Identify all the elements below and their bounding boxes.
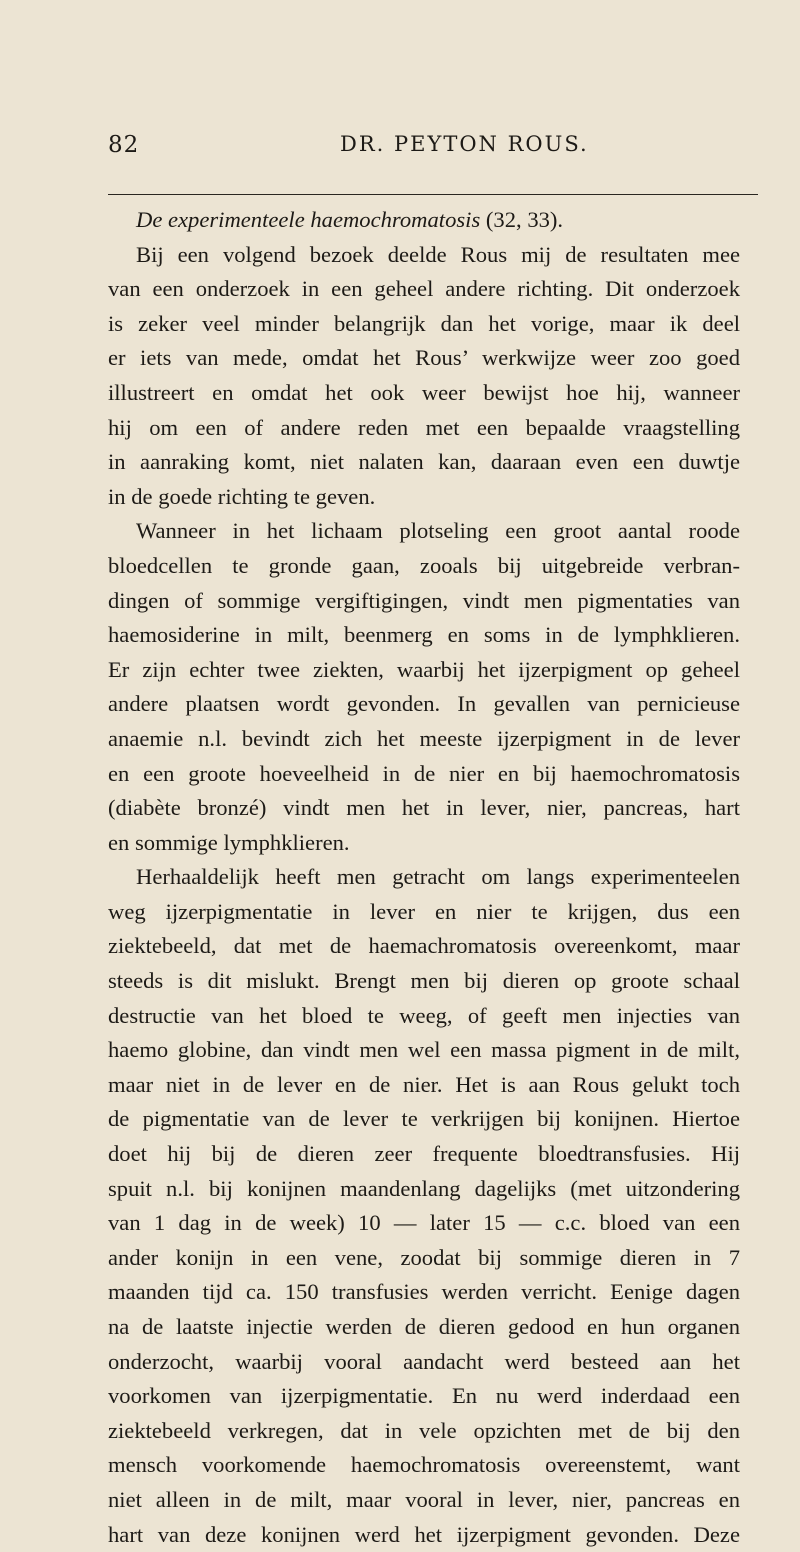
text-line: destructie van het bloed te weeg, of geeft men injecties van: [108, 1002, 740, 1028]
text-line: hart van deze konijnen werd het ijzerpigment gevonden. Deze: [108, 1521, 740, 1547]
text-line: spuit n.l. bij konijnen maandenlang dagelijks (met uitzondering: [108, 1175, 740, 1201]
text-line: dingen of sommige vergiftigingen, vindt men pigmentaties van: [108, 587, 740, 613]
text-line: onderzocht, waarbij vooral aandacht werd besteed aan het: [108, 1348, 740, 1374]
text-line: Wanneer in het lichaam plotseling een groot aantal roode: [136, 518, 740, 544]
text-line: in aanraking komt, niet nalaten kan, daaraan even een duwtje: [108, 449, 740, 475]
text-line: niet alleen in de milt, maar vooral in lever, nier, pancreas en: [108, 1486, 740, 1512]
text-line: ziektebeeld verkregen, dat in vele opzichten met de bij den: [108, 1417, 740, 1443]
text-line: Herhaaldelijk heeft men getracht om langs experimenteelen: [136, 864, 740, 890]
text-line: van een onderzoek in een geheel andere richting. Dit onderzoek: [108, 276, 740, 302]
text-line: andere plaatsen wordt gevonden. In gevallen van pernicieuse: [108, 691, 740, 717]
text-line: de pigmentatie van de lever te verkrijgen bij konijnen. Hiertoe: [108, 1106, 740, 1132]
text-line: mensch voorkomende haemochromatosis overeenstemt, want: [108, 1452, 740, 1478]
text-line: illustreert en omdat het ook weer bewijst hoe hij, wanneer: [108, 379, 740, 405]
text-line: is zeker veel minder belangrijk dan het vorige, maar ik deel: [108, 310, 740, 336]
page-number: 82: [108, 132, 140, 158]
text-line: na de laatste injectie werden de dieren gedood en hun organen: [108, 1314, 740, 1339]
running-head: DR. PEYTON ROUS.: [340, 132, 589, 156]
text-line: van 1 dag in de week) 10 — later 15 — c.c. bloed van een: [108, 1210, 740, 1236]
text-line: weg ijzerpigmentatie in lever en nier te krijgen, dus een: [108, 898, 740, 924]
header-rule: [108, 194, 758, 195]
text-line: haemosiderine in milt, beenmerg en soms in de lymphklieren.: [108, 622, 740, 648]
text-line: (diabète bronzé) vindt men het in lever, nier, pancreas, hart: [108, 795, 740, 821]
text-line: steeds is dit mislukt. Brengt men bij dieren op groote schaal: [108, 968, 740, 994]
text-line: bloedcellen te gronde gaan, zooals bij uitgebreide verbran-: [108, 552, 740, 578]
text-line: Er zijn echter twee ziekten, waarbij het ijzerpigment op geheel: [108, 656, 740, 682]
text-line: haemo globine, dan vindt men wel een massa pigment in de milt,: [108, 1037, 740, 1063]
text-line: maar niet in de lever en de nier. Het is aan Rous gelukt toch: [108, 1071, 740, 1097]
section-heading: [108, 203, 740, 238]
text-line: in de goede richting te geven.: [108, 483, 376, 509]
text-line: ziektebeeld, dat met de haemachromatosis overeenkomt, maar: [108, 933, 740, 959]
text-line: voorkomen van ijzerpigmentatie. En nu werd inderdaad een: [108, 1383, 740, 1409]
text-line: en een groote hoeveelheid in de nier en bij haemochromatosis: [108, 760, 740, 786]
text-line: ander konijn in een vene, zoodat bij sommige dieren in 7: [108, 1244, 740, 1270]
page-header: [108, 132, 758, 166]
text-line: doet hij bij de dieren zeer frequente bloedtransfusies. Hij: [108, 1141, 740, 1167]
section-heading-reference: (32, 33).: [480, 207, 564, 232]
section-heading-title: De experimenteele haemochromatosis: [136, 207, 481, 232]
text-line: hij om een of andere reden met een bepaalde vraagstelling: [108, 414, 740, 440]
text-line: maanden tijd ca. 150 transfusies werden verricht. Eenige dagen: [108, 1279, 740, 1305]
text-line: er iets van mede, omdat het Rous’ werkwijze weer zoo goed: [108, 345, 740, 371]
text-line: en sommige lymphklieren.: [108, 829, 350, 855]
text-line: Bij een volgend bezoek deelde Rous mij de resultaten mee: [136, 241, 740, 267]
text-line: anaemie n.l. bevindt zich het meeste ijzerpigment in de lever: [108, 725, 740, 751]
body-text: [108, 203, 740, 1552]
